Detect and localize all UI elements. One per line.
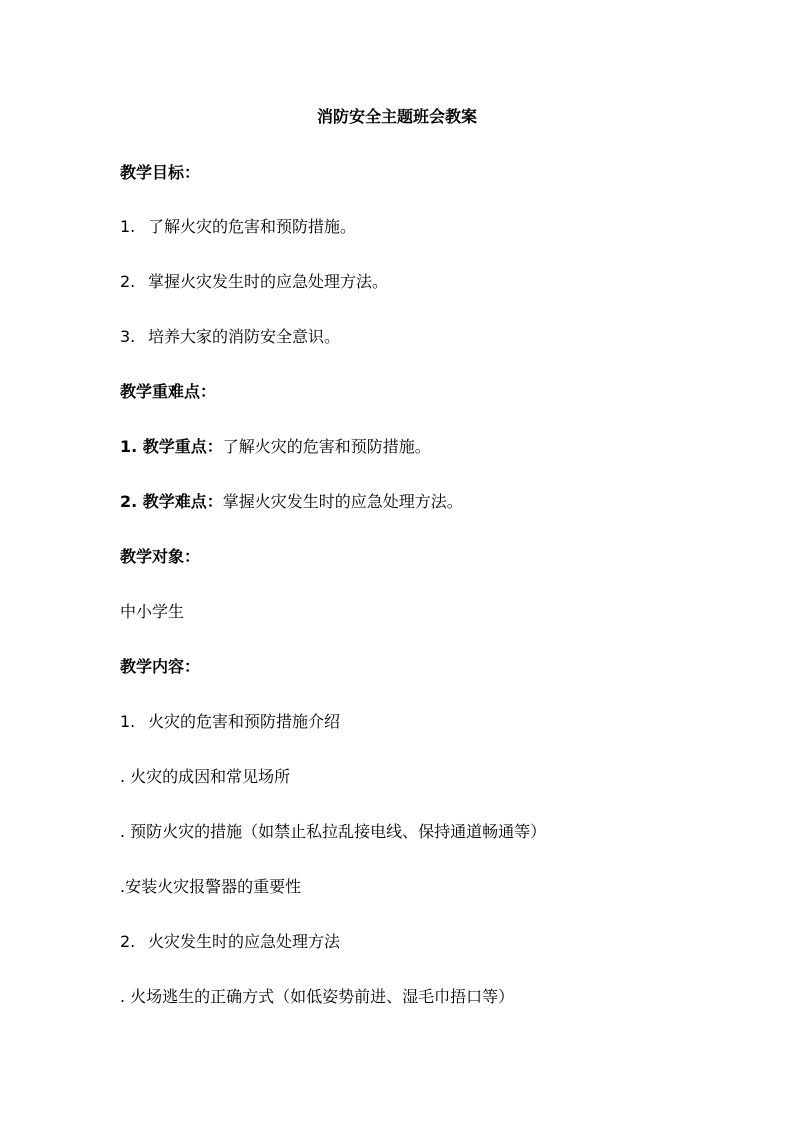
objective-text: 培养大家的消防安全意识。 (148, 327, 341, 346)
objectives-heading: 教学目标： (120, 163, 201, 182)
objective-text: 了解火灾的危害和预防措施。 (148, 217, 357, 236)
objective-item (120, 271, 388, 293)
content-heading: 教学内容： (120, 657, 201, 676)
document-title: 消防安全主题班会教案 (316, 107, 477, 126)
objective-item (120, 326, 340, 348)
content-subitem: . 火场逃生的正确方式（如低姿势前进、湿毛巾捂口等） (120, 987, 515, 1006)
section-number: 1. (120, 712, 136, 731)
key-point-item (120, 491, 463, 513)
content-section-1 (120, 711, 340, 733)
section-number: 2. (120, 932, 136, 951)
content-section-2 (120, 931, 340, 953)
objective-item (120, 216, 356, 238)
key-point-text: 了解火灾的危害和预防措施。 (222, 437, 431, 456)
key-point-label: 1. 教学重点： (120, 437, 223, 456)
key-points-heading: 教学重难点： (120, 382, 217, 401)
content-subitem: . 火灾的成因和常见场所 (120, 767, 291, 786)
audience-text: 中小学生 (120, 602, 185, 621)
section-title: 火灾的危害和预防措施介绍 (148, 712, 341, 731)
key-point-text: 掌握火灾发生时的应急处理方法。 (222, 492, 463, 511)
objective-text: 掌握火灾发生时的应急处理方法。 (148, 272, 389, 291)
audience-heading: 教学对象： (120, 547, 201, 566)
key-point-label: 2. 教学难点： (120, 492, 223, 511)
content-subitem: .安装火灾报警器的重要性 (120, 877, 302, 896)
objective-number: 3. (120, 327, 136, 346)
section-title: 火灾发生时的应急处理方法 (148, 932, 341, 951)
objective-number: 1. (120, 217, 136, 236)
objective-number: 2. (120, 272, 136, 291)
content-subitem: . 预防火灾的措施（如禁止私拉乱接电线、保持通道畅通等） (120, 822, 547, 841)
key-point-item (120, 436, 431, 458)
